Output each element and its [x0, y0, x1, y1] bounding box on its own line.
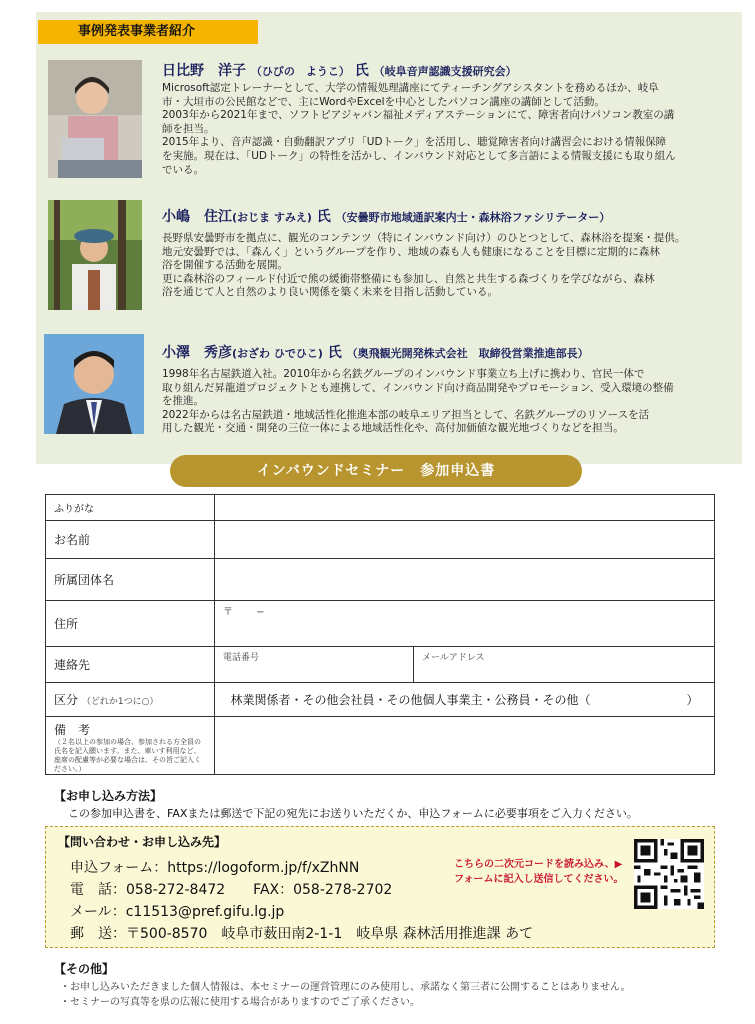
section-tag: 事例発表事業者紹介 — [38, 20, 258, 44]
email-field[interactable] — [414, 647, 715, 683]
presenter-photo-3 — [44, 334, 144, 434]
other-heading: 【その他】 — [54, 962, 115, 976]
presenter-name-1: 日比野 洋子 （ひびの ようこ） 氏 （岐阜音声認識支援研究会） — [162, 63, 517, 79]
category-options[interactable]: 林業関係者・その他会社員・その他個人事業主・公務員・その他（ ） — [215, 683, 715, 717]
qr-note: こちらの二次元コードを読み込み、▶ フォームに記入し送信してください。 — [454, 859, 624, 885]
presenter-photo-1 — [48, 60, 142, 178]
application-form — [45, 494, 715, 775]
form-title-banner: インバウンドセミナー 参加申込書 — [170, 455, 582, 487]
remarks-field[interactable] — [215, 717, 715, 775]
contact-heading: 【問い合わせ・お申し込み先】 — [58, 835, 227, 849]
apply-text: この参加申込書を、FAXまたは郵送で下記の宛先にお送りいただくか、申込フォームに必要事項をご入力ください。 — [68, 807, 638, 820]
tel-fax-line: 電 話：058-272-8472 FAX：058-278-2702 — [70, 882, 393, 898]
name-label: お名前 — [46, 521, 215, 559]
email-line[interactable]: メール：c11513@pref.gifu.lg.jp — [70, 904, 285, 920]
postal-mark: 〒 − — [223, 607, 265, 618]
presenter-bio-1: Microsoft認定トレーナーとして、大学の情報処理講座にてティーチングアシスタントを務めるほか、岐阜 市・大垣市の公民館などで、主にWordやExcelを中心としたパソコン講座の講師として活動。 2003年から2021年まで、ソフトピアジャパン福祉メディアステーションにて、障害者向けパソコン教室の講 師を担当。 2015年より、音声認識・自動翻訳アプリ「UDトーク」を活用し、聴覚障害者向け講習会における情報保障 を実施。現在は、「UDトーク」の特性を活かし、インバウンド対応として多言語による情報支援にも取り組ん でいる。 — [162, 82, 676, 176]
remarks-label: 備 考 （２名以上の参加の場合、参加される方全員の氏名を記入願います。また、車いす利用など、座席の配慮等が必要な場合は、その旨ご記入ください。） — [46, 717, 215, 775]
presenter-bio-2: 長野県安曇野市を拠点に、観光のコンテンツ（特にインバウンド向け）のひとつとして、森林浴を提案・提供。 地元安曇野では、「森んく」というグループを作り、地域の森も人も健康になることを目標に定期的に森林 浴を開催する活動を展開。 更に森林浴のフィールド付近で熊の緩衝帯整備にも参加し、自然と共生する森づくりを学びながら、森林 浴を通じて人と自然のより良い関係を築く未来を目指し活動している。 — [162, 232, 686, 299]
other-note-1: ・お申し込みいただきました個人情報は、本セミナーの運営管理にのみ使用し、承諾なく第三者に公開することはありません。 — [60, 982, 631, 993]
apply-heading: 【お申し込み方法】 — [54, 789, 163, 803]
form-url-line[interactable]: 申込フォーム：https://logoform.jp/f/xZhNN — [70, 860, 360, 876]
name-field[interactable] — [215, 521, 715, 559]
post-line: 郵 送：〒500-8570 岐阜市薮田南2-1-1 岐阜県 森林活用推進課 あて — [70, 926, 534, 942]
phone-label: 電話番号 — [223, 653, 260, 663]
org-field[interactable] — [215, 559, 715, 601]
address-label: 住所 — [46, 601, 215, 647]
org-label: 所属団体名 — [46, 559, 215, 601]
contact-label: 連絡先 — [46, 647, 215, 683]
other-note-2: ・セミナーの写真等を県の広報に使用する場合がありますのでご了承ください。 — [60, 997, 420, 1008]
furigana-label: ふりがな — [46, 495, 215, 521]
qr-code-icon[interactable] — [634, 839, 704, 909]
phone-field[interactable] — [215, 647, 414, 683]
category-label: 区分 （どれか1つに○） — [46, 683, 215, 717]
address-field[interactable] — [215, 601, 715, 647]
presenter-bio-3: 1998年名古屋鉄道入社。2010年から名鉄グループのインバウンド事業立ち上げに携わり、官民一体で 取り組んだ昇龍道プロジェクトとも連携して、インバウンド向け商品開発やプロモーション、受入環境の整備 を推進。 2022年からは名古屋鉄道・地域活性化推進本部の岐阜エリア担当として、名鉄グループのリソースを活 用した観光・交通・開発の三位一体による地域活性化や、高付加価値な観光地づくりなどを担当。 — [162, 368, 674, 435]
email-label: メールアドレス — [422, 653, 485, 663]
presenter-name-2: 小嶋 住江(おじま すみえ) 氏 （安曇野市地域通訳案内士・森林浴ファシリテーター） — [162, 209, 611, 225]
presenter-photo-2 — [48, 200, 142, 310]
presenter-name-3: 小澤 秀彦(おざわ ひでひこ) 氏 （奥飛観光開発株式会社 取締役営業推進部長） — [162, 345, 589, 361]
furigana-field[interactable] — [215, 495, 715, 521]
contact-box — [45, 826, 715, 948]
